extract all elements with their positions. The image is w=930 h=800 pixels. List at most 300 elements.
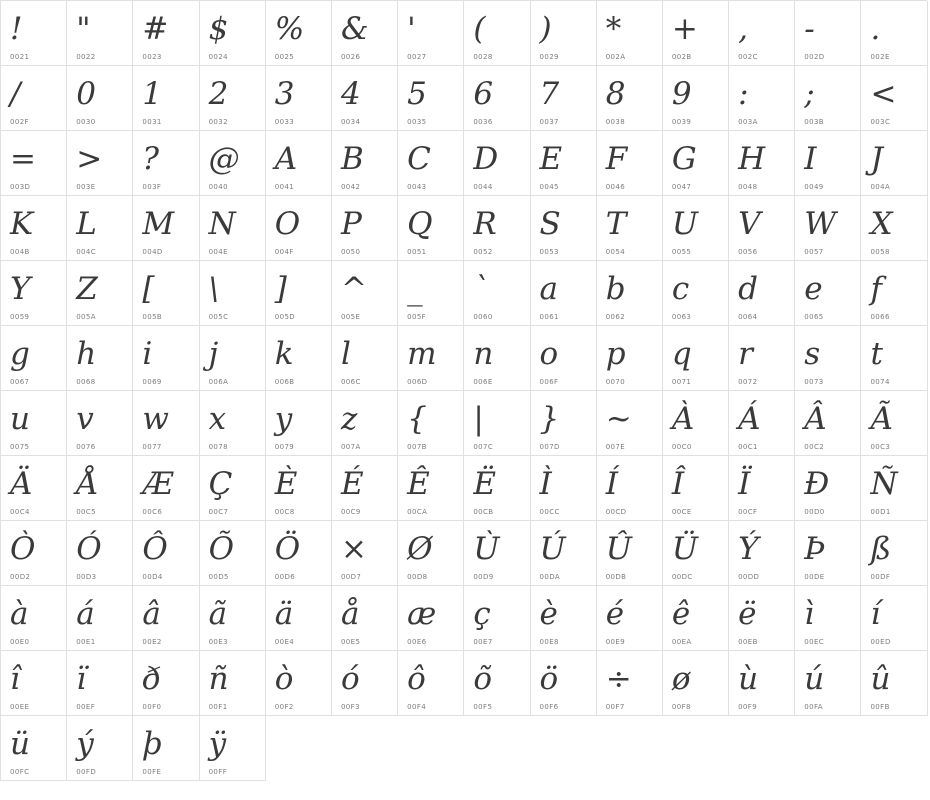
glyph-codepoint: 00F8 — [671, 703, 691, 711]
glyph-character: h — [76, 336, 97, 372]
glyph-cell[interactable] — [597, 261, 663, 326]
glyph-cell-empty — [861, 716, 927, 781]
glyph-codepoint: 006F — [539, 378, 559, 386]
glyph-codepoint: 007C — [473, 443, 494, 451]
glyph-character: û — [870, 661, 891, 697]
glyph-cell[interactable] — [133, 586, 199, 651]
glyph-codepoint: 0067 — [10, 378, 30, 386]
glyph-character: i — [142, 336, 153, 372]
glyph-codepoint: 0069 — [142, 378, 162, 386]
glyph-codepoint: 0072 — [738, 378, 758, 386]
glyph-cell[interactable] — [531, 1, 597, 66]
glyph-cell[interactable] — [663, 521, 729, 586]
glyph-cell[interactable] — [597, 196, 663, 261]
glyph-cell[interactable] — [200, 651, 266, 716]
glyph-codepoint: 0044 — [473, 183, 493, 191]
glyph-character: Q — [407, 206, 433, 242]
glyph-cell[interactable] — [398, 1, 464, 66]
glyph-character: H — [738, 141, 766, 177]
glyph-codepoint: 004F — [274, 248, 294, 256]
glyph-cell[interactable] — [729, 456, 795, 521]
glyph-cell[interactable] — [200, 1, 266, 66]
glyph-cell[interactable] — [795, 586, 861, 651]
glyph-codepoint: 00E3 — [208, 638, 228, 646]
glyph-cell[interactable] — [67, 456, 133, 521]
glyph-cell[interactable] — [67, 521, 133, 586]
glyph-cell[interactable] — [332, 521, 398, 586]
glyph-cell[interactable] — [729, 521, 795, 586]
glyph-cell[interactable] — [133, 391, 199, 456]
glyph-cell[interactable] — [398, 66, 464, 131]
glyph-codepoint: 0023 — [142, 53, 162, 61]
glyph-character: ] — [274, 271, 287, 307]
glyph-character: ; — [804, 76, 815, 112]
glyph-character: A — [274, 141, 298, 177]
glyph-codepoint: 0066 — [870, 313, 890, 321]
glyph-cell[interactable] — [464, 131, 530, 196]
glyph-cell[interactable] — [67, 131, 133, 196]
glyph-character: æ — [407, 596, 437, 632]
glyph-character: w — [142, 401, 169, 437]
glyph-cell[interactable] — [133, 196, 199, 261]
glyph-character: K — [10, 206, 34, 242]
glyph-cell[interactable] — [398, 261, 464, 326]
glyph-codepoint: 00D2 — [10, 573, 31, 581]
glyph-character: l — [340, 336, 351, 372]
glyph-cell[interactable] — [1, 131, 67, 196]
glyph-cell[interactable] — [332, 66, 398, 131]
glyph-cell[interactable] — [133, 326, 199, 391]
glyph-cell[interactable] — [398, 586, 464, 651]
glyph-cell-empty — [729, 716, 795, 781]
glyph-cell[interactable] — [795, 651, 861, 716]
glyph-character: W — [804, 206, 837, 242]
glyph-cell[interactable] — [67, 261, 133, 326]
glyph-cell[interactable] — [729, 391, 795, 456]
glyph-cell-empty — [398, 716, 464, 781]
glyph-cell[interactable] — [729, 196, 795, 261]
glyph-character: ý — [76, 726, 94, 762]
glyph-cell[interactable] — [861, 521, 927, 586]
glyph-character: ß — [870, 531, 892, 567]
glyph-character: â — [142, 596, 161, 632]
glyph-cell[interactable] — [398, 456, 464, 521]
glyph-cell[interactable] — [729, 131, 795, 196]
glyph-character: ù — [738, 661, 759, 697]
glyph-cell[interactable] — [1, 391, 67, 456]
glyph-codepoint: 003E — [76, 183, 96, 191]
glyph-codepoint: 00DB — [605, 573, 627, 581]
glyph-codepoint: 0059 — [10, 313, 30, 321]
glyph-cell[interactable] — [531, 261, 597, 326]
glyph-character: à — [10, 596, 29, 632]
glyph-cell[interactable] — [67, 1, 133, 66]
glyph-cell[interactable] — [200, 586, 266, 651]
glyph-codepoint: 00ED — [870, 638, 891, 646]
glyph-character: ñ — [208, 661, 229, 697]
glyph-cell[interactable] — [663, 66, 729, 131]
glyph-cell[interactable] — [1, 716, 67, 781]
glyph-cell[interactable] — [1, 261, 67, 326]
glyph-character: 2 — [208, 76, 229, 112]
glyph-cell[interactable] — [266, 196, 332, 261]
glyph-cell[interactable] — [663, 456, 729, 521]
glyph-cell[interactable] — [332, 326, 398, 391]
glyph-cell[interactable] — [597, 586, 663, 651]
glyph-codepoint: 00E4 — [274, 638, 295, 646]
glyph-codepoint: 007D — [539, 443, 560, 451]
glyph-character: S — [539, 206, 561, 242]
glyph-cell[interactable] — [200, 326, 266, 391]
glyph-character: = — [10, 141, 36, 177]
glyph-cell[interactable] — [200, 261, 266, 326]
glyph-cell[interactable] — [133, 456, 199, 521]
glyph-cell[interactable] — [531, 66, 597, 131]
glyph-cell[interactable] — [133, 66, 199, 131]
glyph-character: Z — [76, 271, 98, 307]
glyph-cell[interactable] — [597, 391, 663, 456]
glyph-codepoint: 00EB — [738, 638, 758, 646]
glyph-cell[interactable] — [67, 586, 133, 651]
glyph-cell[interactable] — [729, 586, 795, 651]
glyph-cell[interactable] — [266, 586, 332, 651]
glyph-cell[interactable] — [464, 1, 530, 66]
glyph-character: Æ — [142, 466, 174, 502]
glyph-cell[interactable] — [861, 391, 927, 456]
glyph-cell[interactable] — [795, 66, 861, 131]
glyph-character: ü — [10, 726, 30, 762]
glyph-codepoint: 004B — [10, 248, 30, 256]
glyph-cell[interactable] — [200, 521, 266, 586]
glyph-character: T — [605, 206, 627, 242]
glyph-character: \ — [208, 271, 220, 307]
glyph-cell[interactable] — [531, 586, 597, 651]
glyph-character: I — [804, 141, 817, 177]
glyph-character: f — [870, 271, 882, 307]
glyph-cell[interactable] — [663, 651, 729, 716]
glyph-cell[interactable] — [861, 66, 927, 131]
glyph-character: À — [671, 401, 695, 437]
glyph-cell[interactable] — [531, 131, 597, 196]
glyph-codepoint: 003F — [142, 183, 162, 191]
glyph-cell[interactable] — [795, 196, 861, 261]
glyph-cell[interactable] — [861, 1, 927, 66]
glyph-cell[interactable] — [729, 651, 795, 716]
glyph-codepoint: 00C2 — [804, 443, 825, 451]
glyph-character: m — [407, 336, 437, 372]
glyph-codepoint: 00C0 — [671, 443, 692, 451]
glyph-cell[interactable] — [597, 1, 663, 66]
glyph-character: x — [208, 401, 227, 437]
glyph-character: 4 — [340, 76, 361, 112]
glyph-codepoint: 00CC — [539, 508, 560, 516]
glyph-cell[interactable] — [861, 586, 927, 651]
glyph-codepoint: 00D7 — [340, 573, 362, 581]
glyph-cell[interactable] — [67, 196, 133, 261]
glyph-cell[interactable] — [266, 326, 332, 391]
glyph-codepoint: 00C6 — [142, 508, 163, 516]
glyph-character: s — [804, 336, 821, 372]
glyph-cell[interactable] — [1, 196, 67, 261]
glyph-cell[interactable] — [795, 391, 861, 456]
glyph-cell[interactable] — [200, 196, 266, 261]
glyph-character: Ù — [473, 531, 500, 567]
glyph-character: ÿ — [208, 726, 227, 762]
glyph-codepoint: 0052 — [473, 248, 493, 256]
glyph-cell[interactable] — [200, 131, 266, 196]
glyph-cell[interactable] — [398, 651, 464, 716]
glyph-character: P — [340, 206, 362, 242]
glyph-codepoint: 00F3 — [340, 703, 360, 711]
glyph-character: E — [539, 141, 563, 177]
glyph-cell[interactable] — [597, 131, 663, 196]
glyph-character: Y — [10, 271, 31, 307]
glyph-codepoint: 00E2 — [142, 638, 162, 646]
glyph-character: 6 — [473, 76, 494, 112]
glyph-character: z — [340, 401, 358, 437]
glyph-codepoint: 0028 — [473, 53, 493, 61]
glyph-cell[interactable] — [795, 131, 861, 196]
glyph-cell[interactable] — [266, 66, 332, 131]
glyph-codepoint: 00E0 — [10, 638, 30, 646]
glyph-cell[interactable] — [663, 391, 729, 456]
glyph-codepoint: 002F — [10, 118, 29, 126]
glyph-codepoint: 0078 — [208, 443, 228, 451]
glyph-codepoint: 0043 — [407, 183, 427, 191]
glyph-cell[interactable] — [67, 66, 133, 131]
glyph-cell[interactable] — [133, 261, 199, 326]
glyph-cell[interactable] — [597, 456, 663, 521]
glyph-codepoint: 0079 — [274, 443, 295, 451]
glyph-cell[interactable] — [133, 521, 199, 586]
glyph-character: ö — [539, 661, 559, 697]
glyph-cell[interactable] — [266, 261, 332, 326]
glyph-character: 8 — [605, 76, 626, 112]
glyph-codepoint: 0076 — [76, 443, 96, 451]
glyph-cell[interactable] — [398, 326, 464, 391]
glyph-character: n — [473, 336, 494, 372]
glyph-codepoint: 00EF — [76, 703, 96, 711]
glyph-codepoint: 002C — [738, 53, 758, 61]
glyph-cell[interactable] — [398, 391, 464, 456]
glyph-character: " — [76, 11, 91, 47]
glyph-cell[interactable] — [464, 391, 530, 456]
glyph-cell[interactable] — [464, 66, 530, 131]
glyph-cell[interactable] — [861, 326, 927, 391]
glyph-cell[interactable] — [266, 391, 332, 456]
glyph-character: Ò — [10, 531, 36, 567]
glyph-cell[interactable] — [663, 1, 729, 66]
glyph-cell[interactable] — [1, 651, 67, 716]
glyph-character: ' — [407, 11, 416, 47]
glyph-character: Ë — [473, 466, 496, 502]
glyph-codepoint: 0032 — [208, 118, 228, 126]
glyph-cell[interactable] — [332, 651, 398, 716]
glyph-character: Ê — [407, 466, 430, 502]
glyph-character: Ø — [407, 531, 433, 567]
glyph-codepoint: 007B — [407, 443, 427, 451]
glyph-codepoint: 00E8 — [539, 638, 559, 646]
glyph-cell[interactable] — [1, 326, 67, 391]
glyph-cell[interactable] — [531, 521, 597, 586]
glyph-codepoint: 00C7 — [208, 508, 229, 516]
glyph-character: 5 — [407, 76, 427, 112]
glyph-character: Ì — [539, 466, 552, 502]
glyph-cell[interactable] — [795, 1, 861, 66]
glyph-cell[interactable] — [729, 261, 795, 326]
glyph-codepoint: 0030 — [76, 118, 96, 126]
glyph-character: j — [208, 336, 219, 372]
glyph-cell[interactable] — [67, 716, 133, 781]
glyph-cell[interactable] — [531, 651, 597, 716]
glyph-codepoint: 0035 — [407, 118, 427, 126]
glyph-cell[interactable] — [200, 716, 266, 781]
glyph-cell[interactable] — [597, 66, 663, 131]
glyph-codepoint: 0036 — [473, 118, 493, 126]
glyph-character: Ú — [539, 531, 566, 567]
glyph-cell[interactable] — [67, 391, 133, 456]
glyph-cell[interactable] — [795, 261, 861, 326]
glyph-cell[interactable] — [861, 261, 927, 326]
glyph-cell[interactable] — [464, 456, 530, 521]
glyph-cell[interactable] — [464, 261, 530, 326]
glyph-character: q — [671, 336, 692, 372]
glyph-cell-empty — [597, 716, 663, 781]
glyph-codepoint: 00F9 — [738, 703, 758, 711]
glyph-cell[interactable] — [332, 586, 398, 651]
glyph-codepoint: 0029 — [539, 53, 559, 61]
glyph-cell[interactable] — [398, 196, 464, 261]
glyph-cell[interactable] — [266, 651, 332, 716]
glyph-cell[interactable] — [266, 456, 332, 521]
glyph-cell[interactable] — [597, 651, 663, 716]
glyph-codepoint: 00FF — [208, 768, 228, 776]
glyph-codepoint: 00FE — [142, 768, 162, 776]
glyph-character: M — [142, 206, 175, 242]
glyph-character: C — [407, 141, 431, 177]
glyph-cell[interactable] — [861, 651, 927, 716]
glyph-codepoint: 0068 — [76, 378, 96, 386]
glyph-cell[interactable] — [464, 586, 530, 651]
glyph-cell[interactable] — [398, 521, 464, 586]
glyph-codepoint: 002B — [671, 53, 692, 61]
glyph-cell[interactable] — [597, 326, 663, 391]
glyph-cell[interactable] — [464, 651, 530, 716]
glyph-cell[interactable] — [1, 66, 67, 131]
glyph-codepoint: 0071 — [671, 378, 692, 386]
glyph-cell[interactable] — [1, 456, 67, 521]
glyph-codepoint: 004C — [76, 248, 97, 256]
glyph-codepoint: 004E — [208, 248, 228, 256]
glyph-codepoint: 00CA — [407, 508, 428, 516]
glyph-cell[interactable] — [663, 326, 729, 391]
glyph-cell[interactable] — [200, 456, 266, 521]
glyph-codepoint: 0041 — [274, 183, 295, 191]
glyph-cell[interactable] — [332, 261, 398, 326]
glyph-cell[interactable] — [795, 521, 861, 586]
glyph-codepoint: 00C8 — [274, 508, 295, 516]
glyph-cell[interactable] — [729, 326, 795, 391]
glyph-cell[interactable] — [332, 1, 398, 66]
glyph-cell[interactable] — [729, 1, 795, 66]
glyph-character: Ý — [738, 531, 759, 567]
glyph-cell[interactable] — [398, 131, 464, 196]
glyph-cell[interactable] — [266, 131, 332, 196]
glyph-cell[interactable] — [332, 131, 398, 196]
glyph-codepoint: 006C — [340, 378, 361, 386]
glyph-cell[interactable] — [861, 456, 927, 521]
glyph-cell[interactable] — [597, 521, 663, 586]
glyph-codepoint: 00EC — [804, 638, 825, 646]
glyph-cell[interactable] — [266, 1, 332, 66]
glyph-character: B — [340, 141, 364, 177]
glyph-codepoint: 0063 — [671, 313, 692, 321]
glyph-cell[interactable] — [464, 196, 530, 261]
glyph-cell[interactable] — [133, 651, 199, 716]
glyph-cell[interactable] — [200, 66, 266, 131]
glyph-codepoint: 0064 — [738, 313, 758, 321]
glyph-cell[interactable] — [861, 196, 927, 261]
glyph-cell[interactable] — [266, 521, 332, 586]
glyph-character: @ — [208, 141, 240, 177]
glyph-cell[interactable] — [133, 1, 199, 66]
glyph-cell[interactable] — [795, 326, 861, 391]
glyph-cell[interactable] — [332, 196, 398, 261]
glyph-cell[interactable] — [1, 586, 67, 651]
glyph-codepoint: 00D5 — [208, 573, 229, 581]
glyph-cell[interactable] — [663, 196, 729, 261]
glyph-cell[interactable] — [464, 521, 530, 586]
glyph-cell[interactable] — [531, 456, 597, 521]
glyph-cell[interactable] — [133, 131, 199, 196]
glyph-character: Í — [605, 466, 618, 502]
glyph-character: o — [539, 336, 559, 372]
glyph-cell[interactable] — [795, 456, 861, 521]
glyph-cell[interactable] — [861, 131, 927, 196]
glyph-character: c — [671, 271, 690, 307]
glyph-character: Ñ — [870, 466, 898, 502]
glyph-cell[interactable] — [464, 326, 530, 391]
glyph-codepoint: 00C5 — [76, 508, 97, 516]
glyph-character: Â — [804, 401, 827, 437]
glyph-cell[interactable] — [1, 1, 67, 66]
glyph-codepoint: 00D8 — [407, 573, 428, 581]
glyph-cell[interactable] — [332, 391, 398, 456]
glyph-cell[interactable] — [531, 326, 597, 391]
glyph-codepoint: 0051 — [407, 248, 427, 256]
glyph-cell[interactable] — [663, 586, 729, 651]
glyph-codepoint: 0057 — [804, 248, 824, 256]
glyph-cell[interactable] — [663, 261, 729, 326]
glyph-character: Ã — [870, 401, 893, 437]
glyph-cell[interactable] — [67, 326, 133, 391]
glyph-codepoint: 00FC — [10, 768, 30, 776]
glyph-cell[interactable] — [663, 131, 729, 196]
glyph-cell[interactable] — [531, 391, 597, 456]
glyph-character: a — [539, 271, 558, 307]
glyph-codepoint: 00FA — [804, 703, 823, 711]
glyph-character: È — [274, 466, 298, 502]
glyph-codepoint: 005E — [340, 313, 361, 321]
glyph-codepoint: 00C4 — [10, 508, 30, 516]
glyph-cell[interactable] — [133, 716, 199, 781]
glyph-cell[interactable] — [1, 521, 67, 586]
glyph-cell[interactable] — [729, 66, 795, 131]
glyph-cell[interactable] — [332, 456, 398, 521]
glyph-cell[interactable] — [531, 196, 597, 261]
glyph-cell[interactable] — [200, 391, 266, 456]
glyph-cell[interactable] — [67, 651, 133, 716]
